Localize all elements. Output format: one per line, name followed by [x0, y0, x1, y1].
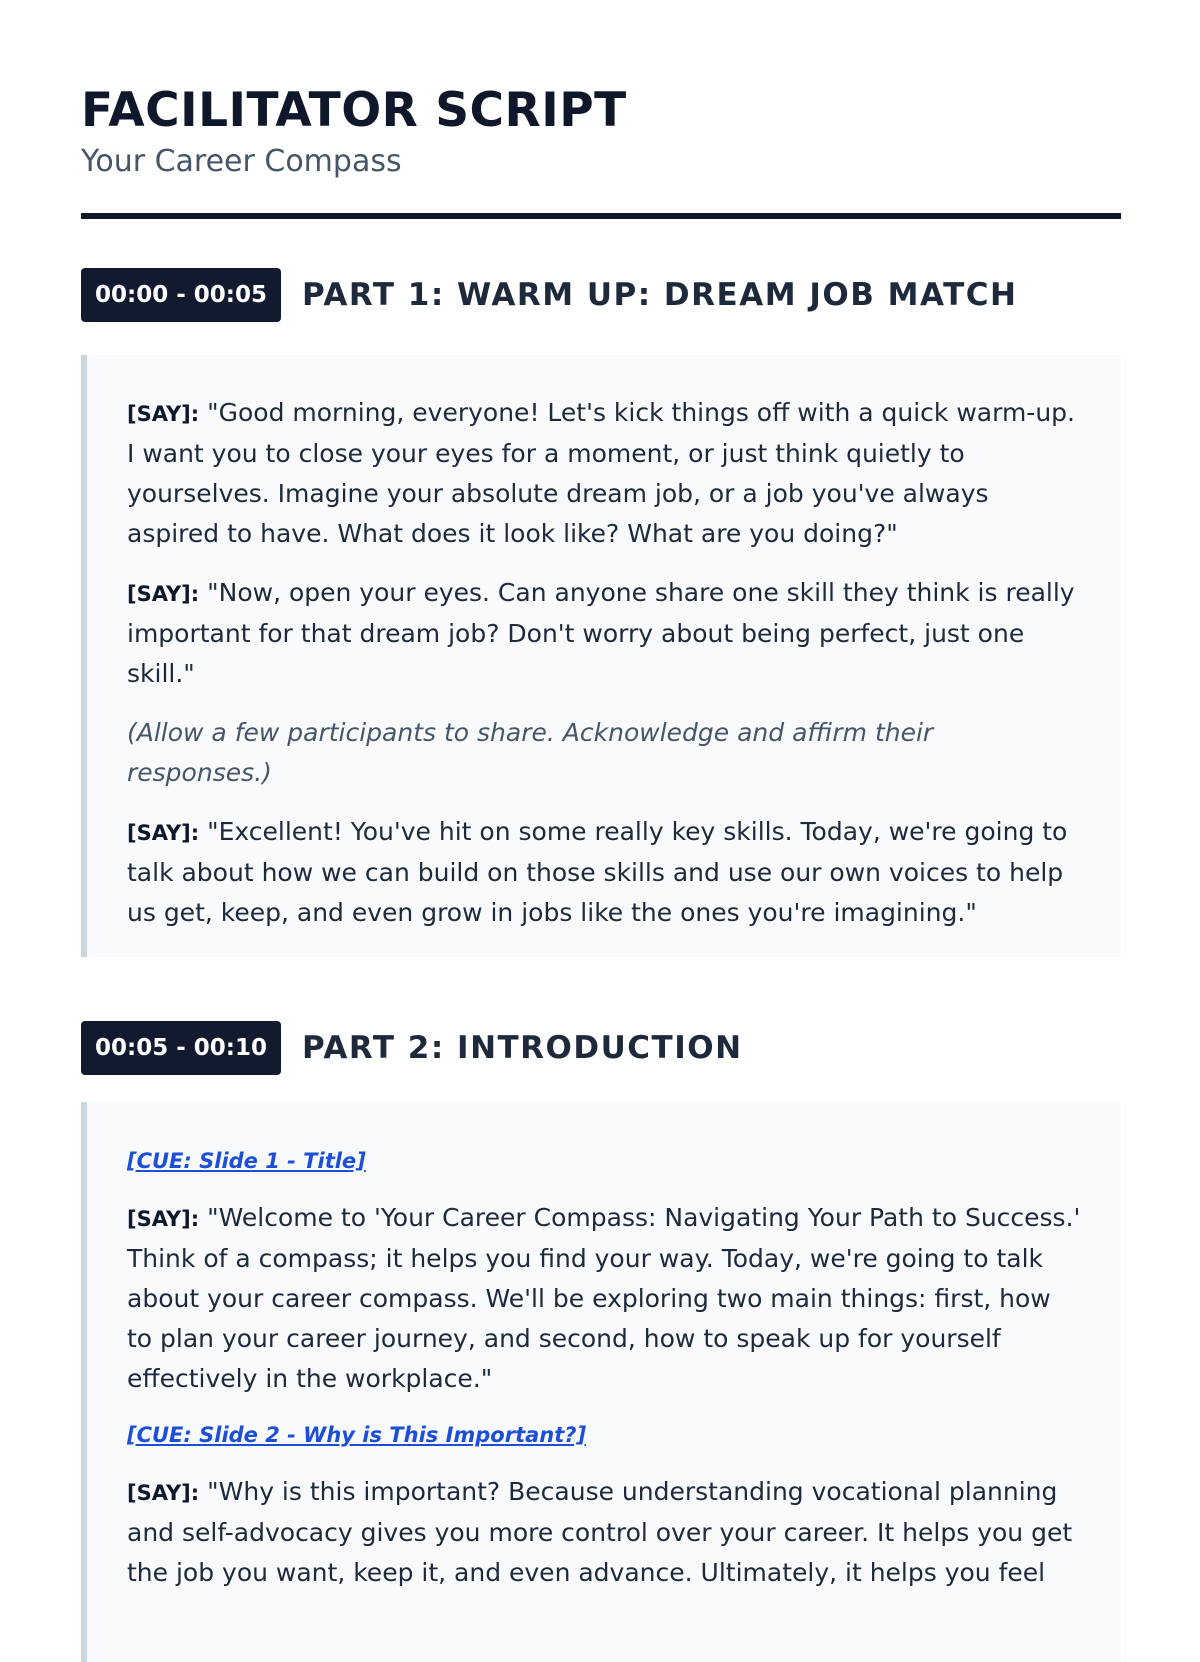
say-text: "Excellent! You've hit on some really key skills. Today, we're going to talk about how we can build on those skills and use our own voices to help us get, keep, and even grow in jobs like the ones you're imagining." [127, 817, 1068, 927]
document-subtitle: Your Career Compass [81, 144, 402, 179]
say-label: [SAY]: [127, 582, 200, 606]
title-divider [81, 213, 1121, 219]
say-line [127, 812, 1081, 933]
part-1-title: PART 1: WARM UP: DREAM JOB MATCH [302, 277, 1018, 313]
time-badge: 00:00 - 00:05 [81, 268, 281, 322]
part-2-script-block [81, 1102, 1121, 1662]
say-label: [SAY]: [127, 821, 200, 845]
part-2-title: PART 2: INTRODUCTION [302, 1030, 743, 1066]
say-label: [SAY]: [127, 1481, 200, 1505]
say-label: [SAY]: [127, 402, 200, 426]
slide-cue-link[interactable]: [CUE: Slide 1 - Title] [127, 1149, 366, 1173]
say-label: [SAY]: [127, 1207, 200, 1231]
part-2-header [81, 1021, 743, 1075]
say-text: "Now, open your eyes. Can anyone share one skill they think is really important for that dream job? Don't worry about being perfect, just one skill." [127, 578, 1075, 688]
slide-cue-link[interactable]: [CUE: Slide 2 - Why is This Important?] [127, 1423, 587, 1447]
say-text: "Why is this important? Because understanding vocational planning and self-advocacy gives you more control over your career. It helps you get the job you want, keep it, and even advance. Ultimately, it helps you feel [127, 1477, 1073, 1587]
part-1-script-block [81, 355, 1121, 957]
say-text: "Good morning, everyone! Let's kick things off with a quick warm-up. I want you to close your eyes for a moment, or just think quietly to yourselves. Imagine your absolute dream job, or a job you've always aspired to have. What does it look like? What are you doing?" [127, 398, 1075, 548]
say-text: "Welcome to 'Your Career Compass: Navigating Your Path to Success.' Think of a compass; it helps you find your way. Today, we're going to talk about your career compass. We'll be exploring two main things: first, how to plan your career journey, and second, how to speak up for yourself effectively in the workplace." [127, 1203, 1081, 1393]
facilitator-direction: (Allow a few participants to share. Acknowledge and affirm their responses.) [127, 718, 934, 787]
part-1-header [81, 268, 1017, 322]
say-line [127, 393, 1081, 554]
say-line [127, 1198, 1081, 1399]
time-badge: 00:05 - 00:10 [81, 1021, 281, 1075]
say-line [127, 1472, 1081, 1593]
document-title: FACILITATOR SCRIPT [81, 83, 627, 138]
say-line [127, 573, 1081, 694]
